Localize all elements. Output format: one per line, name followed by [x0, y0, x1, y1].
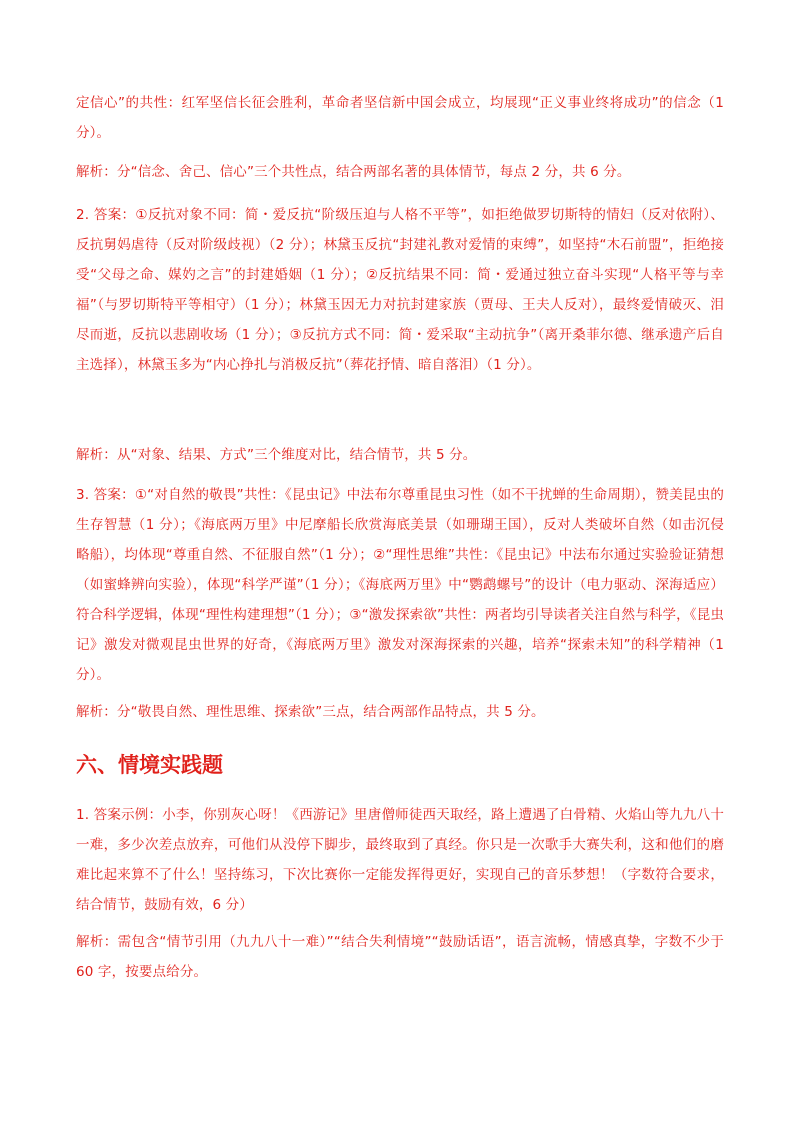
answer-2-paragraph: 2. 答案：①反抗对象不同：简・爱反抗“阶级压迫与人格不平等”，如拒绝做罗切斯特的情妇（反对依附）、反抗舅妈虐待（反对阶级歧视）（2 分）；林黛玉反抗“封建礼教对爱情的束缚”，如坚持“木石前盟”，拒绝接受“父母之命、媒妁之言”的封建婚姻（1 分）；②反抗结果不同：简・爱通过独立奋斗实现“人格平等与幸福”（与罗切斯特平等相守）（1 分）；林黛玉因无力对抗封建家族（贾母、王夫人反对），最终爱情破灭、泪尽而逝，反抗以悲剧收场（1 分）；③反抗方式不同：简・爱采取“主动抗争”（离开桑菲尔德、继承遗产后自主选择），林黛玉多为“内心挣扎与消极反抗”（葬花抒情、暗自落泪）（1 分）。 — [76, 207, 724, 373]
analysis-paragraph-3: 解析：分“敬畏自然、理性思维、探索欲”三点，结合两部作品特点，共 5 分。 — [76, 704, 545, 720]
analysis-paragraph-2: 解析：从“对象、结果、方式”三个维度对比，结合情节，共 5 分。 — [76, 447, 477, 463]
section-heading-six: 六、情境实践题 — [76, 753, 223, 777]
analysis-paragraph-1: 解析：分“信念、舍己、信心”三个共性点，结合两部名著的具体情节，每点 2 分，共 6 分。 — [76, 164, 631, 180]
analysis-paragraph-6-1: 解析：需包含“情节引用（九九八十一难）”“结合失利情境”“鼓励话语”，语言流畅，情感真挚，字数不少于 60 字，按要点给分。 — [76, 934, 724, 980]
answer-3-paragraph: 3. 答案：①“对自然的敬畏”共性：《昆虫记》中法布尔尊重昆虫习性（如不干扰蝉的生命周期），赞美昆虫的生存智慧（1 分）；《海底两万里》中尼摩船长欣赏海底美景（如珊瑚王国），反对人类破坏自然（如击沉侵略船），均体现“尊重自然、不征服自然”（1 分）；②“理性思维”共性：《昆虫记》中法布尔通过实验验证猜想（如蜜蜂辨向实验），体现“科学严谨”（1 分）；《海底两万里》中“鹦鹉螺号”的设计（电力驱动、深海适应）符合科学逻辑，体现“理性构建理想”（1 分）；③“激发探索欲”共性：两者均引导读者关注自然与科学，《昆虫记》激发对微观昆虫世界的好奇，《海底两万里》激发对深海探索的兴趣，培养“探索未知”的科学精神（1 分）。 — [76, 487, 725, 683]
answer-6-1-paragraph: 1. 答案示例：小李，你别灰心呀！《西游记》里唐僧师徒西天取经，路上遭遇了白骨精、火焰山等九九八十一难，多少次差点放弃，可他们从没停下脚步，最终取到了真经。你只是一次歌手大赛失利，这和他们的磨难比起来算不了什么！坚持练习，下次比赛你一定能发挥得更好，实现自己的音乐梦想！（字数符合要求，结合情节，鼓励有效，6 分） — [76, 807, 724, 913]
continued-answer-paragraph: 定信心”的共性：红军坚信长征会胜利，革命者坚信新中国会成立，均展现“正义事业终将成功”的信念（1 分）。 — [76, 95, 724, 141]
